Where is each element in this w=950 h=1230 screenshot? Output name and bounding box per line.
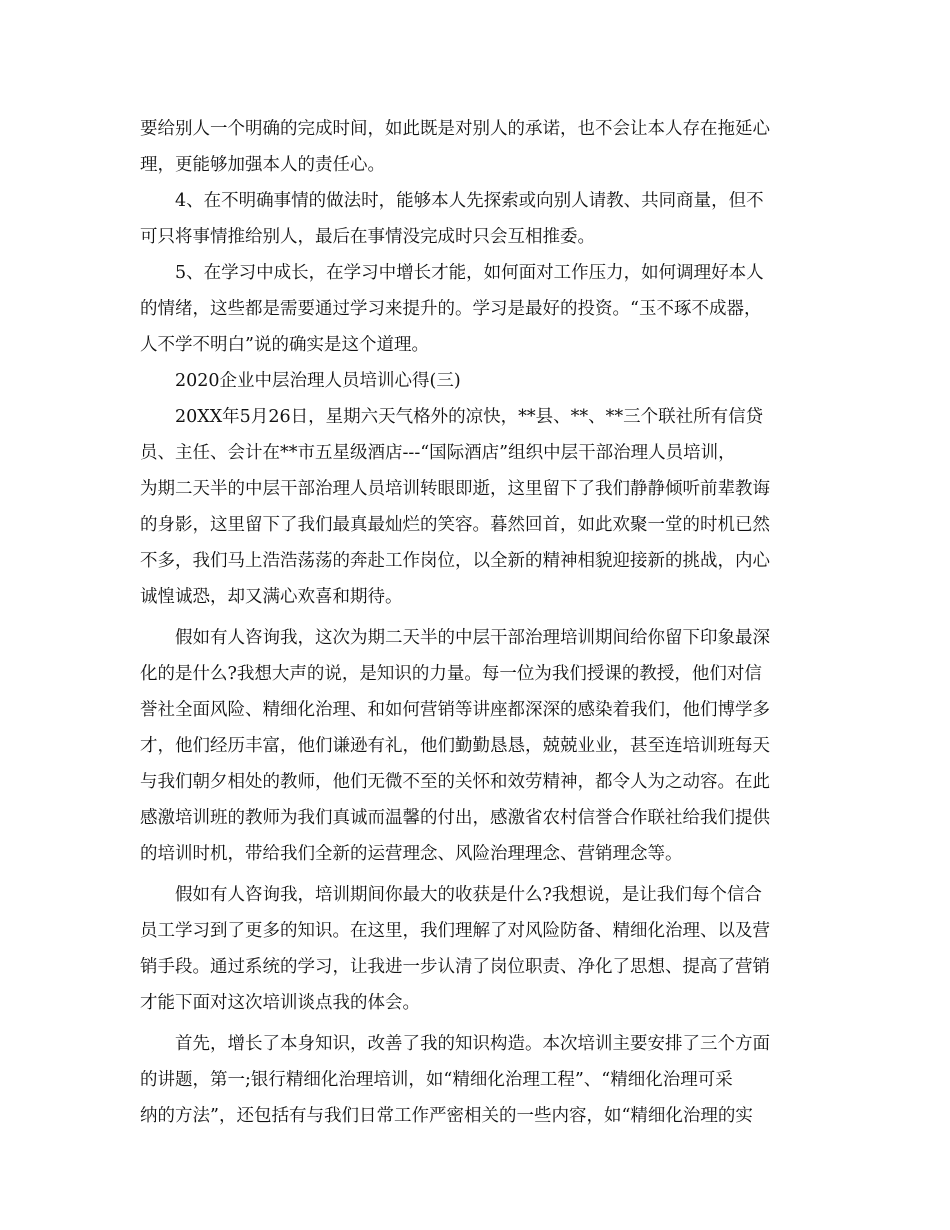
- text-line: 4、在不明确事情的做法时，能够本人先探索或向别人请教、共同商量，但不: [175, 191, 764, 211]
- section-heading: 2020企业中层治理人员培训心得(三): [175, 371, 461, 391]
- text-line: 销手段。通过系统的学习，让我进一步认清了岗位职责、净化了思想、提高了营销: [140, 957, 770, 977]
- text-line: 纳的方法”，还包括有与我们日常工作严密相关的一些内容，如“精细化治理的实: [140, 1106, 753, 1126]
- text-line: 的讲题，第一;银行精细化治理培训，如“精细化治理工程”、“精细化治理可采: [140, 1070, 733, 1090]
- text-line: 的身影，这里留下了我们最真最灿烂的笑容。暮然回首，如此欢聚一堂的时机已然: [140, 515, 770, 535]
- text-line: 诚惶诚恐，却又满心欢喜和期待。: [140, 587, 403, 607]
- text-line: 员、主任、会计在**市五星级酒店---“国际酒店”组织中层干部治理人员培训，: [140, 443, 736, 463]
- text-line: 首先，增长了本身知识，改善了我的知识构造。本次培训主要安排了三个方面: [175, 1034, 770, 1054]
- text-line: 感激培训班的教师为我们真诚而温馨的付出，感激省农村信誉合作联社给我们提供: [140, 808, 770, 828]
- text-line: 的培训时机，带给我们全新的运营理念、风险治理理念、营销理念等。: [140, 844, 683, 864]
- text-line: 员工学习到了更多的知识。在这里，我们理解了对风险防备、精细化治理、以及营: [140, 921, 770, 941]
- text-line: 不多，我们马上浩浩荡荡的奔赴工作岗位，以全新的精神相貌迎接新的挑战，内心: [140, 551, 770, 571]
- text-line: 才能下面对这次培训谈点我的体会。: [140, 993, 420, 1013]
- text-line: 假如有人咨询我，这次为期二天半的中层干部治理培训期间给你留下印象最深: [175, 628, 770, 648]
- text-line: 为期二天半的中层干部治理人员培训转眼即逝，这里留下了我们静静倾听前辈教诲: [140, 479, 770, 499]
- text-line: 5、在学习中成长，在学习中增长才能，如何面对工作压力，如何调理好本人: [175, 263, 764, 283]
- text-line: 人不学不明白”说的确实是这个道理。: [140, 335, 429, 355]
- text-line: 假如有人咨询我，培训期间你最大的收获是什么?我想说，是让我们每个信合: [175, 885, 762, 905]
- text-line: 誉社全面风险、精细化治理、和如何营销等讲座都深深的感染着我们，他们博学多: [140, 700, 770, 720]
- text-line: 要给别人一个明确的完成时间，如此既是对别人的承诺，也不会让本人存在拖延心: [140, 119, 770, 139]
- text-line: 20XX年5月26日，星期六天气格外的凉快，**县、**、**三个联社所有信贷: [175, 407, 764, 427]
- text-line: 的情绪，这些都是需要通过学习来提升的。学习是最好的投资。“玉不琢不成器，: [140, 299, 762, 319]
- text-line: 可只将事情推给别人，最后在事情没完成时只会互相推委。: [140, 227, 595, 247]
- text-line: 化的是什么?我想大声的说，是知识的力量。每一位为我们授课的教授，他们对信: [140, 664, 762, 684]
- text-line: 与我们朝夕相处的教师，他们无微不至的关怀和效劳精神，都令人为之动容。在此: [140, 772, 770, 792]
- text-line: 才，他们经历丰富，他们谦逊有礼，他们勤勤恳恳，兢兢业业，甚至连培训班每天: [140, 736, 770, 756]
- text-line: 理，更能够加强本人的责任心。: [140, 155, 385, 175]
